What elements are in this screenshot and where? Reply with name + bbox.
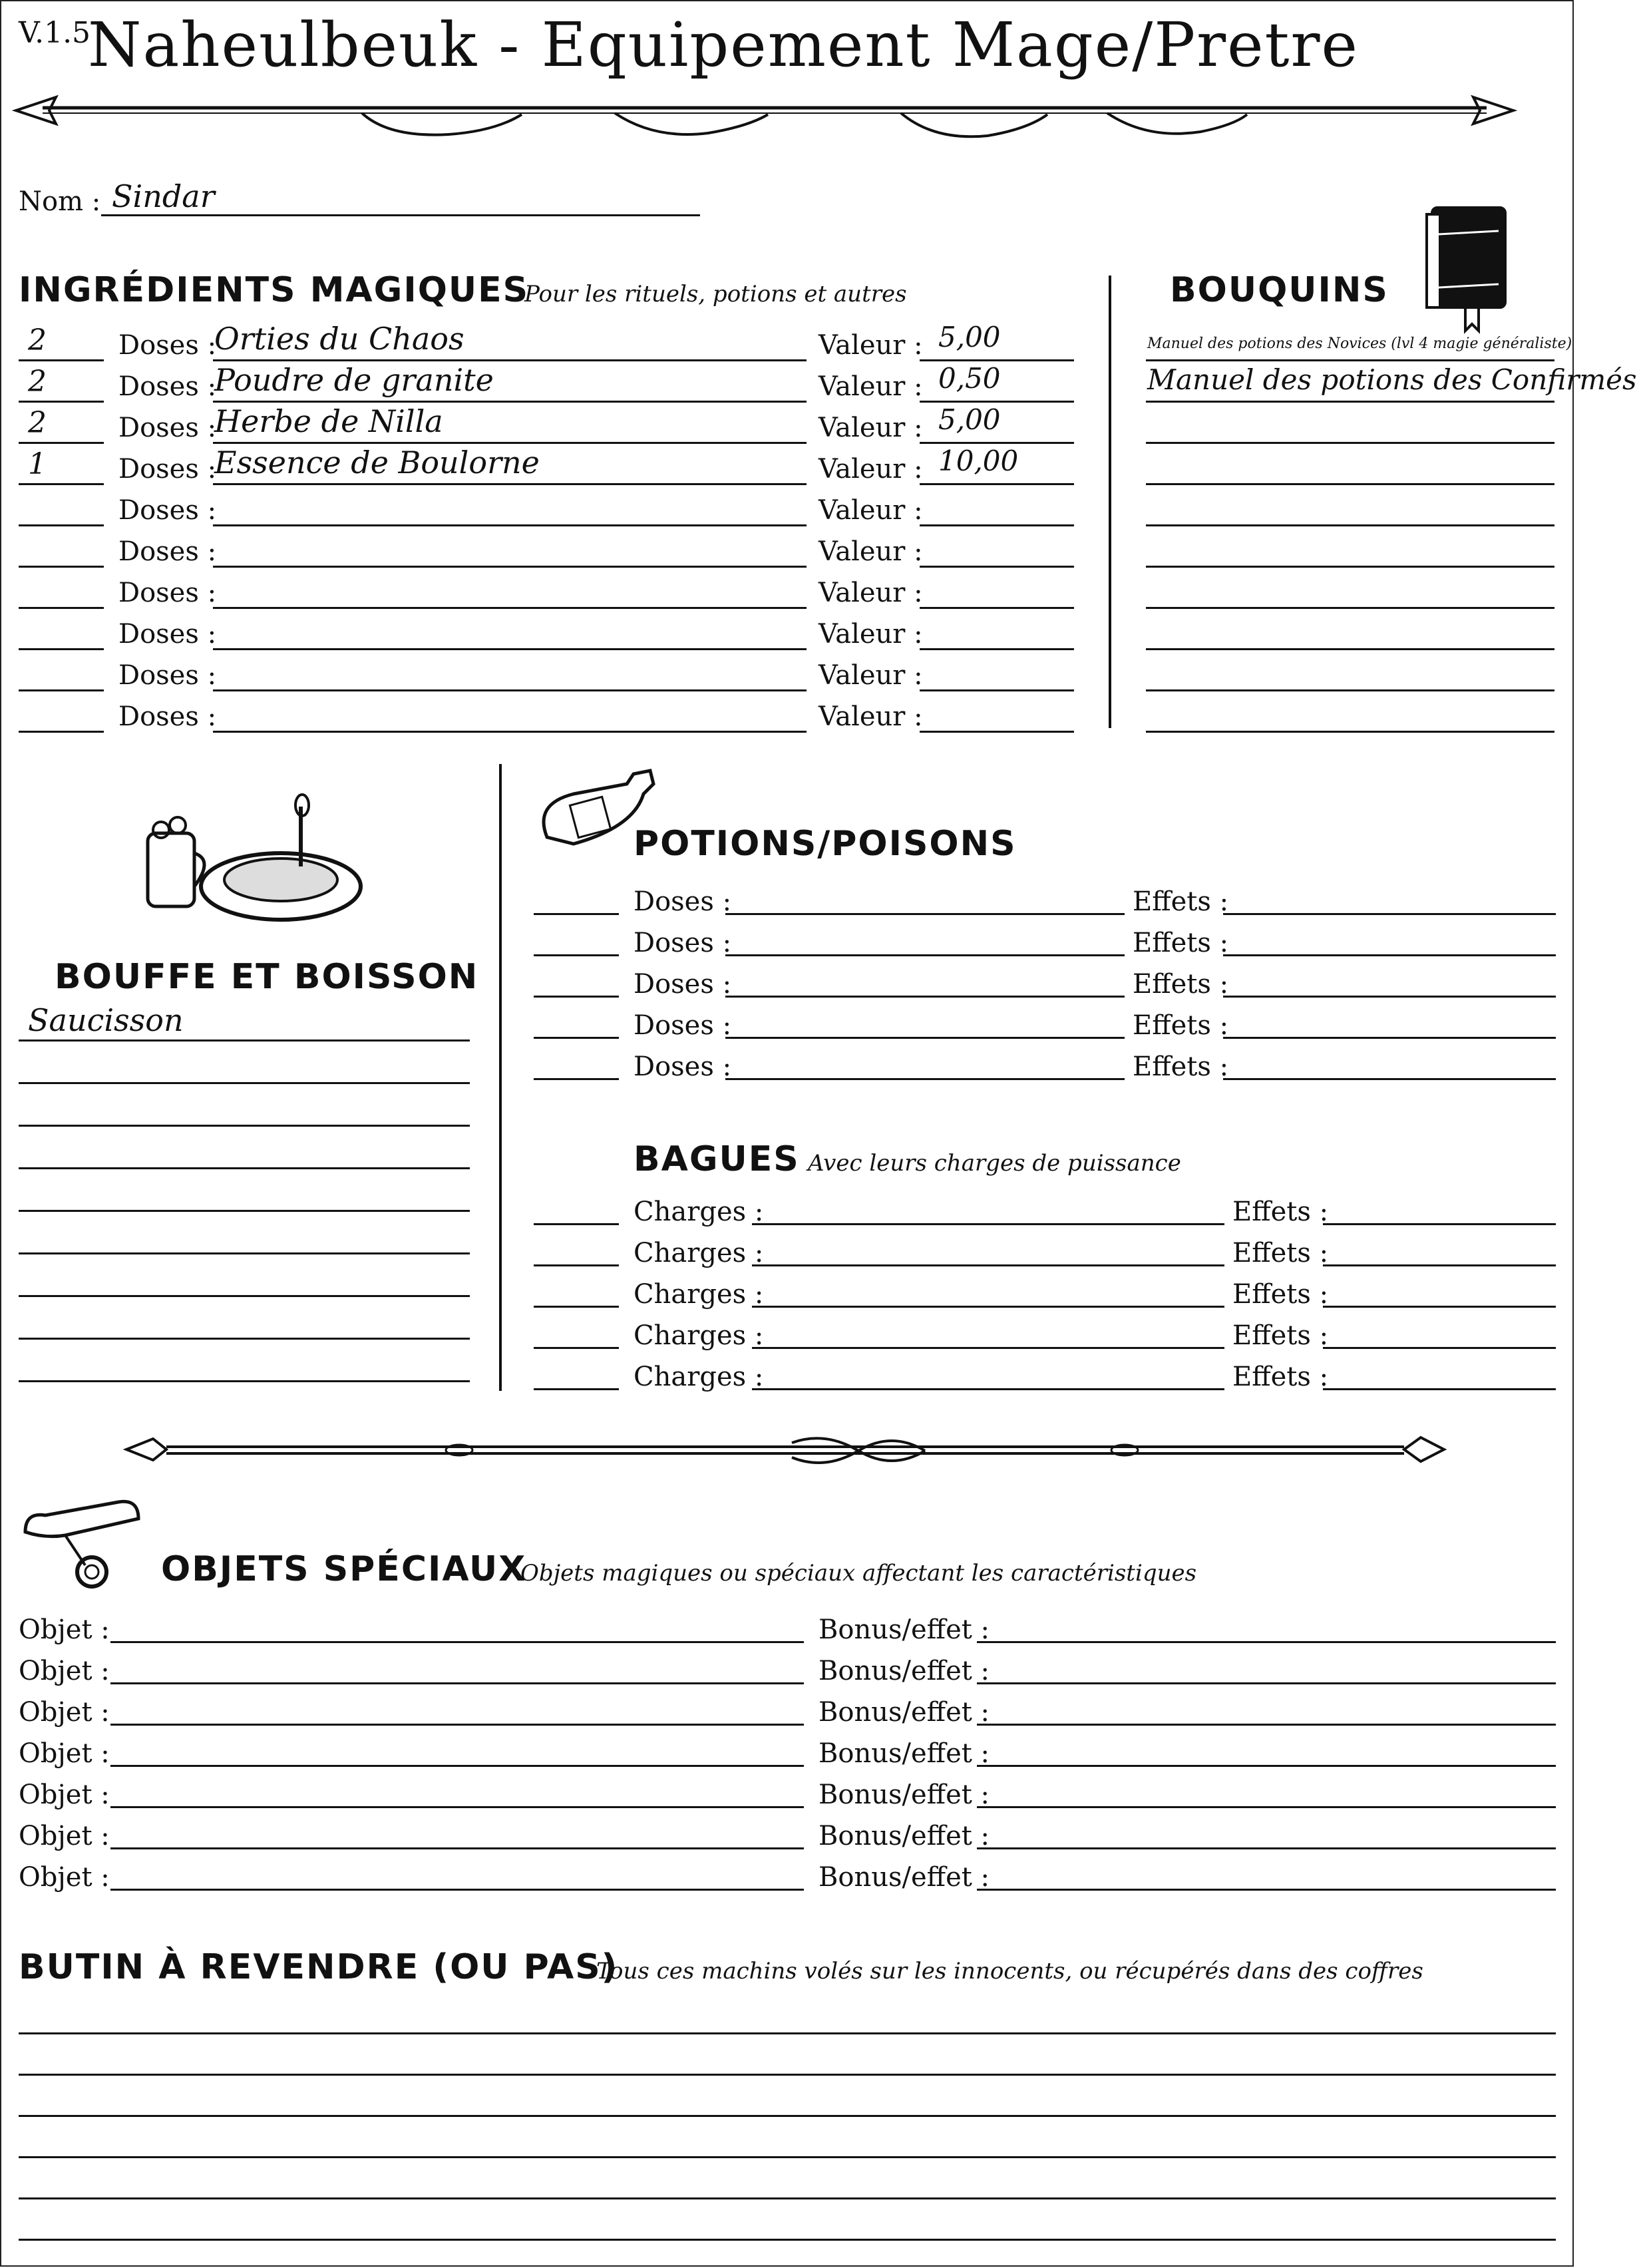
bague-charges-line xyxy=(752,1347,1224,1349)
butin-line[interactable] xyxy=(19,2074,1556,2076)
bouffe-line xyxy=(19,1125,470,1127)
ingredient-valeur-line xyxy=(920,401,1074,403)
ingredient-qty[interactable]: 2 xyxy=(28,365,47,399)
ingredient-qty-line xyxy=(19,524,104,526)
left-column-divider xyxy=(499,764,502,1391)
bague-charges-line xyxy=(752,1264,1224,1266)
potion-doses-label: Doses : xyxy=(634,1010,732,1041)
butin-line[interactable] xyxy=(19,2197,1556,2199)
potion-qty-line xyxy=(534,954,619,956)
ingredient-valeur-line xyxy=(920,442,1074,444)
potion-effets-label: Effets : xyxy=(1133,1051,1229,1082)
potion-effets-line xyxy=(1223,954,1556,956)
objet-label: Objet : xyxy=(19,1614,110,1645)
valeur-label: Valeur : xyxy=(818,495,923,526)
bouffe-line xyxy=(19,1338,470,1340)
doses-label: Doses : xyxy=(118,330,217,361)
bouffe-line xyxy=(19,1210,470,1212)
valeur-label: Valeur : xyxy=(818,536,923,567)
bouquin-line xyxy=(1146,689,1554,691)
bague-charges-line xyxy=(752,1306,1224,1308)
bouquin-line xyxy=(1146,359,1554,361)
doses-label: Doses : xyxy=(118,578,217,608)
potion-doses-line xyxy=(725,913,1125,915)
bague-effets-label: Effets : xyxy=(1232,1362,1329,1392)
ingredient-valeur-line xyxy=(920,607,1074,609)
ingredient-qty-line xyxy=(19,689,104,691)
valeur-label: Valeur : xyxy=(818,330,923,361)
potion-qty-line xyxy=(534,1078,619,1080)
objet-label: Objet : xyxy=(19,1821,110,1851)
doses-label: Doses : xyxy=(118,619,217,650)
potion-doses-label: Doses : xyxy=(634,969,732,1000)
objet-label: Objet : xyxy=(19,1656,110,1686)
ingredient-name-line xyxy=(213,359,807,361)
bague-qty-line xyxy=(534,1347,619,1349)
potion-doses-line xyxy=(725,954,1125,956)
potion-doses-line xyxy=(725,1078,1125,1080)
ingredient-name-line xyxy=(213,483,807,485)
bouquin-line xyxy=(1146,442,1554,444)
potions-title: POTIONS/POISONS xyxy=(634,824,1017,864)
ingredient-qty-line xyxy=(19,359,104,361)
bonus-line xyxy=(977,1724,1556,1726)
potion-doses-label: Doses : xyxy=(634,928,732,958)
bonus-label: Bonus/effet : xyxy=(818,1614,990,1645)
ingredient-qty-line xyxy=(19,401,104,403)
bague-effets-label: Effets : xyxy=(1232,1279,1329,1310)
potion-doses-line xyxy=(725,1037,1125,1039)
ingredient-name[interactable]: Poudre de granite xyxy=(214,362,494,398)
ingredient-qty[interactable]: 2 xyxy=(28,406,47,440)
ingredient-qty[interactable]: 2 xyxy=(28,323,47,357)
bague-effets-label: Effets : xyxy=(1232,1320,1329,1351)
ingredient-valeur[interactable]: 0,50 xyxy=(938,362,1001,395)
objet-label: Objet : xyxy=(19,1780,110,1810)
bague-effets-line xyxy=(1323,1306,1556,1308)
valeur-label: Valeur : xyxy=(818,701,923,732)
objet-line xyxy=(110,1682,804,1684)
valeur-label: Valeur : xyxy=(818,619,923,650)
valeur-label: Valeur : xyxy=(818,660,923,691)
ingredient-valeur[interactable]: 5,00 xyxy=(938,321,1001,353)
ingredient-valeur[interactable]: 5,00 xyxy=(938,403,1001,436)
bague-charges-label: Charges : xyxy=(634,1197,764,1227)
butin-line[interactable] xyxy=(19,2239,1556,2241)
ingredient-valeur[interactable]: 10,00 xyxy=(938,445,1019,477)
ingredient-name-line xyxy=(213,648,807,650)
ingredient-valeur-line xyxy=(920,359,1074,361)
bouffe-entry[interactable]: Saucisson xyxy=(28,1002,184,1038)
bague-charges-label: Charges : xyxy=(634,1279,764,1310)
bague-effets-line xyxy=(1323,1223,1556,1225)
ingredient-qty[interactable]: 1 xyxy=(28,447,47,481)
bouffe-line xyxy=(19,1082,470,1084)
ingredient-name-line xyxy=(213,607,807,609)
potion-doses-line xyxy=(725,996,1125,998)
butin-line[interactable] xyxy=(19,2156,1556,2158)
potion-effets-label: Effets : xyxy=(1133,1010,1229,1041)
potion-qty-line xyxy=(534,996,619,998)
ingredient-name-line xyxy=(213,566,807,568)
bonus-label: Bonus/effet : xyxy=(818,1821,990,1851)
valeur-label: Valeur : xyxy=(818,371,923,402)
page-title: Naheulbeuk - Equipement Mage/Pretre xyxy=(88,9,1359,81)
potion-effets-label: Effets : xyxy=(1133,969,1229,1000)
nom-label: Nom : xyxy=(19,186,101,217)
objets-title: OBJETS SPÉCIAUX xyxy=(161,1549,527,1589)
potion-effets-label: Effets : xyxy=(1133,928,1229,958)
bague-qty-line xyxy=(534,1264,619,1266)
nom-value[interactable]: Sindar xyxy=(112,178,215,214)
bouquin-line xyxy=(1146,401,1554,403)
butin-title: BUTIN À REVENDRE (OU PAS) xyxy=(19,1947,619,1987)
bague-qty-line xyxy=(534,1388,619,1390)
scroll-ring-icon xyxy=(19,1492,152,1592)
butin-line[interactable] xyxy=(19,2032,1556,2034)
ingredient-qty-line xyxy=(19,607,104,609)
valeur-label: Valeur : xyxy=(818,413,923,443)
book-icon xyxy=(1419,194,1525,334)
ingredient-name-line xyxy=(213,401,807,403)
bagues-title: BAGUES xyxy=(634,1139,800,1179)
ingredient-name-line xyxy=(213,731,807,733)
doses-label: Doses : xyxy=(118,454,217,484)
ingredient-valeur-line xyxy=(920,731,1074,733)
bouquin-line xyxy=(1146,566,1554,568)
bague-charges-label: Charges : xyxy=(634,1238,764,1268)
ingredient-name[interactable]: Orties du Chaos xyxy=(214,321,464,357)
bouffe-line xyxy=(19,1295,470,1297)
bague-charges-label: Charges : xyxy=(634,1320,764,1351)
doses-label: Doses : xyxy=(118,413,217,443)
ingredient-name-line xyxy=(213,442,807,444)
version-label: V.1.5 xyxy=(19,16,91,50)
bonus-line xyxy=(977,1806,1556,1808)
bouquin-line xyxy=(1146,524,1554,526)
bouffe-title: BOUFFE ET BOISSON xyxy=(55,957,479,997)
objet-line xyxy=(110,1765,804,1767)
potion-effets-label: Effets : xyxy=(1133,886,1229,917)
ingredient-qty-line xyxy=(19,648,104,650)
bague-effets-label: Effets : xyxy=(1232,1238,1329,1268)
objet-label: Objet : xyxy=(19,1738,110,1769)
bague-charges-line xyxy=(752,1388,1224,1390)
potion-effets-line xyxy=(1223,1078,1556,1080)
spear-ornament-icon xyxy=(16,88,1513,148)
potion-qty-line xyxy=(534,1037,619,1039)
ingredient-qty-line xyxy=(19,442,104,444)
potion-effets-line xyxy=(1223,1037,1556,1039)
objet-line xyxy=(110,1724,804,1726)
bouquin-entry[interactable]: Manuel des potions des Novices (lvl 4 magie généraliste) xyxy=(1147,335,1572,352)
doses-label: Doses : xyxy=(118,536,217,567)
objet-label: Objet : xyxy=(19,1697,110,1728)
ingredient-name-line xyxy=(213,689,807,691)
objet-line xyxy=(110,1889,804,1891)
doses-label: Doses : xyxy=(118,660,217,691)
ingredients-subtitle: Pour les rituels, potions et autres xyxy=(524,281,907,307)
bagues-subtitle: Avec leurs charges de puissance xyxy=(808,1150,1181,1177)
food-plate-icon xyxy=(141,793,367,933)
ingredient-name-line xyxy=(213,524,807,526)
bague-effets-line xyxy=(1323,1388,1556,1390)
bouquin-line xyxy=(1146,483,1554,485)
doses-label: Doses : xyxy=(118,371,217,402)
bonus-line xyxy=(977,1847,1556,1849)
objet-label: Objet : xyxy=(19,1862,110,1893)
ingredient-valeur-line xyxy=(920,566,1074,568)
ingredient-qty-line xyxy=(19,483,104,485)
bague-qty-line xyxy=(534,1306,619,1308)
bonus-label: Bonus/effet : xyxy=(818,1738,990,1769)
ingredient-qty-line xyxy=(19,731,104,733)
potion-doses-label: Doses : xyxy=(634,886,732,917)
bouquin-entry[interactable]: Manuel des potions des Confirmés xyxy=(1147,363,1637,396)
ingredient-valeur-line xyxy=(920,648,1074,650)
ingredient-name[interactable]: Essence de Boulorne xyxy=(214,445,540,480)
potion-effets-line xyxy=(1223,913,1556,915)
bonus-line xyxy=(977,1641,1556,1643)
potion-doses-label: Doses : xyxy=(634,1051,732,1082)
ingredient-valeur-line xyxy=(920,483,1074,485)
bonus-label: Bonus/effet : xyxy=(818,1656,990,1686)
bouffe-line xyxy=(19,1252,470,1254)
bague-charges-label: Charges : xyxy=(634,1362,764,1392)
bague-qty-line xyxy=(534,1223,619,1225)
butin-line[interactable] xyxy=(19,2115,1556,2117)
objet-line xyxy=(110,1806,804,1808)
bague-effets-label: Effets : xyxy=(1232,1197,1329,1227)
bouquins-title: BOUQUINS xyxy=(1170,270,1389,310)
objet-line xyxy=(110,1641,804,1643)
objet-line xyxy=(110,1847,804,1849)
doses-label: Doses : xyxy=(118,701,217,732)
bague-effets-line xyxy=(1323,1347,1556,1349)
bonus-label: Bonus/effet : xyxy=(818,1862,990,1893)
bouquin-line xyxy=(1146,607,1554,609)
butin-subtitle: Tous ces machins volés sur les innocents, ou récupérés dans des coffres xyxy=(596,1958,1423,1984)
potion-qty-line xyxy=(534,913,619,915)
bouffe-line xyxy=(19,1167,470,1169)
nom-line xyxy=(101,214,700,216)
potion-effets-line xyxy=(1223,996,1556,998)
bague-charges-line xyxy=(752,1223,1224,1225)
bonus-line xyxy=(977,1889,1556,1891)
ingredient-valeur-line xyxy=(920,689,1074,691)
ingredient-name[interactable]: Herbe de Nilla xyxy=(214,403,443,439)
doses-label: Doses : xyxy=(118,495,217,526)
bonus-line xyxy=(977,1682,1556,1684)
bouffe-line xyxy=(19,1040,470,1041)
bonus-line xyxy=(977,1765,1556,1767)
bonus-label: Bonus/effet : xyxy=(818,1780,990,1810)
valeur-label: Valeur : xyxy=(818,578,923,608)
valeur-label: Valeur : xyxy=(818,454,923,484)
bouffe-line xyxy=(19,1380,470,1382)
objets-subtitle: Objets magiques ou spéciaux affectant les caractéristiques xyxy=(520,1560,1197,1587)
ingredients-title: INGRÉDIENTS MAGIQUES xyxy=(19,270,530,310)
ingredient-valeur-line xyxy=(920,524,1074,526)
staff-ornament-icon xyxy=(126,1431,1444,1471)
bouquin-line xyxy=(1146,648,1554,650)
bouquin-line xyxy=(1146,731,1554,733)
bonus-label: Bonus/effet : xyxy=(818,1697,990,1728)
ingredients-divider xyxy=(1109,276,1111,728)
bague-effets-line xyxy=(1323,1264,1556,1266)
ingredient-qty-line xyxy=(19,566,104,568)
